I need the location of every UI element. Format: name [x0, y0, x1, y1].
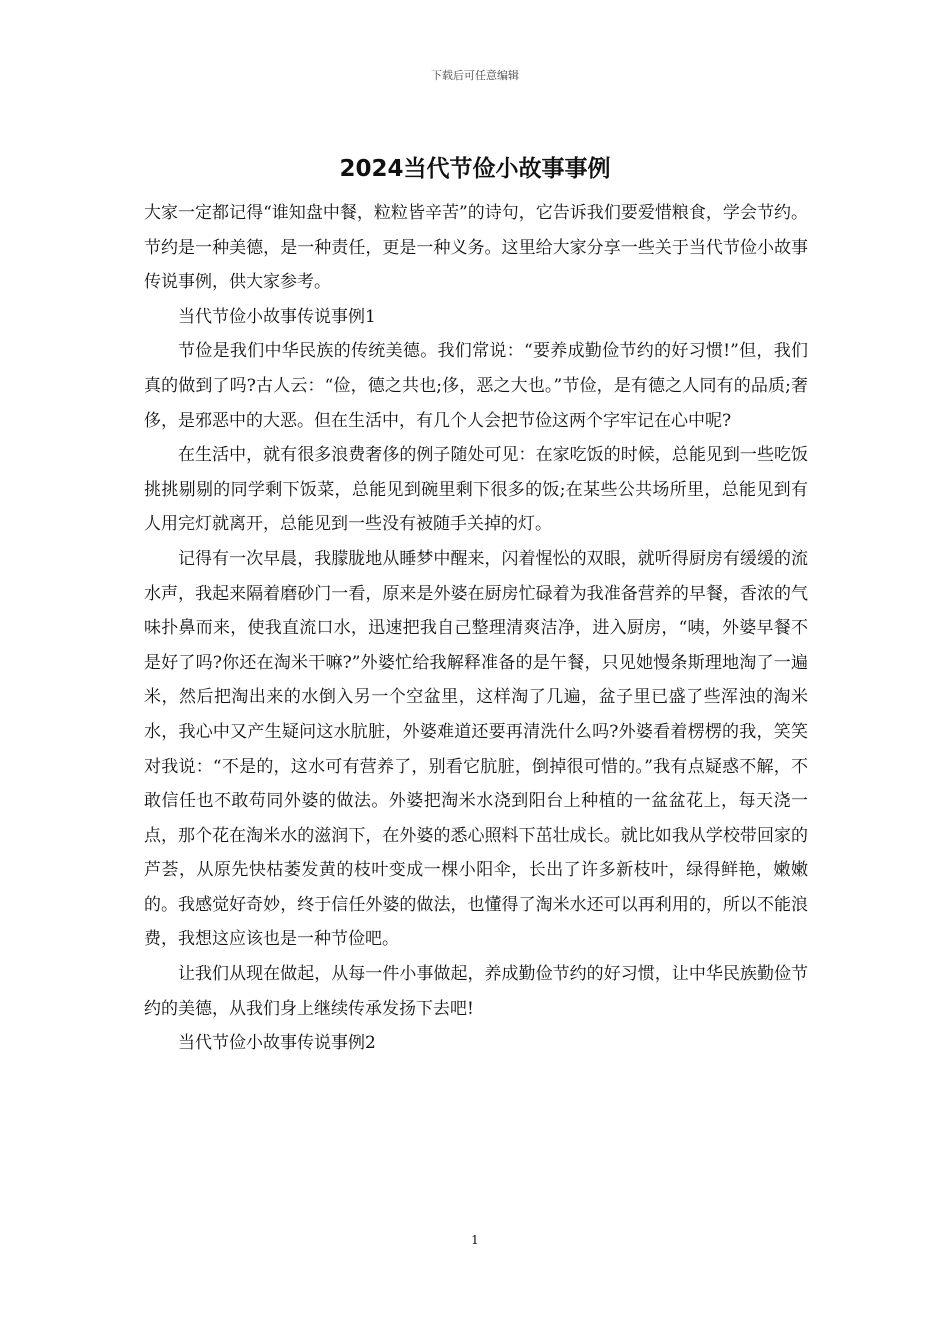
document-title: 2024当代节俭小故事事例 — [339, 156, 611, 182]
document-body — [144, 196, 808, 1061]
section-heading-1: 当代节俭小故事传说事例1 — [178, 306, 376, 327]
body-paragraph: 在生活中，就有很多浪费奢侈的例子随处可见：在家吃饭的时候，总能见到一些吃饭挑挑剔剔的同学剩下饭菜，总能见到碗里剩下很多的饭;在某些公共场所里，总能见到有人用完灯就离开，总能见到一些没有被随手关掉的灯。 — [144, 445, 808, 535]
body-paragraph: 节俭是我们中华民族的传统美德。我们常说：“要养成勤俭节约的好习惯!”但，我们真的做到了吗?古人云：“俭，德之共也;侈，恶之大也。”节俭，是有德之人同有的品质;奢侈，是邪恶中的大恶。但在生活中，有几个人会把节俭这两个字牢记在心中呢? — [144, 341, 808, 431]
page-header-note: 下载后可任意编辑 — [431, 69, 519, 82]
body-paragraph: 让我们从现在做起，从每一件小事做起，养成勤俭节约的好习惯，让中华民族勤俭节约的美德，从我们身上继续传承发扬下去吧! — [144, 964, 808, 1019]
intro-paragraph: 大家一定都记得“谁知盘中餐，粒粒皆辛苦”的诗句，它告诉我们要爱惜粮食，学会节约。节约是一种美德，是一种责任，更是一种义务。这里给大家分享一些关于当代节俭小故事传说事例，供大家参考。 — [144, 203, 808, 293]
body-paragraph: 记得有一次早晨，我朦胧地从睡梦中醒来，闪着惺忪的双眼，就听得厨房有缓缓的流水声，我起来隔着磨砂门一看，原来是外婆在厨房忙碌着为我准备营养的早餐，香浓的气味扑鼻而来，使我直流口水，迅速把我自己整理清爽洁净，进入厨房，“咦，外婆早餐不是好了吗?你还在淘米干嘛?”外婆忙给我解释准备的是午餐，只见她慢条斯理地淘了一遍米，然后把淘出来的水倒入另一个空盆里，这样淘了几遍，盆子里已盛了些浑浊的淘米水，我心中又产生疑问这水肮脏，外婆难道还要再清洗什么吗?外婆看着楞楞的我，笑笑对我说：“不是的，这水可有营养了，别看它肮脏，倒掉很可惜的。”我有点疑惑不解，不敢信任也不敢苟同外婆的做法。外婆把淘米水浇到阳台上种植的一盆盆花上，每天浇一点，那个花在淘米水的滋润下，在外婆的悉心照料下茁壮成长。就比如我从学校带回家的芦荟，从原先快枯萎发黄的枝叶变成一棵小阳伞，长出了许多新枝叶，绿得鲜艳，嫩嫩的。我感觉好奇妙，终于信任外婆的做法，也懂得了淘米水还可以再利用的，所以不能浪费，我想这应该也是一种节俭吧。 — [144, 548, 808, 950]
page-number: 1 — [471, 1233, 479, 1247]
section-heading-2: 当代节俭小故事传说事例2 — [178, 1033, 376, 1054]
